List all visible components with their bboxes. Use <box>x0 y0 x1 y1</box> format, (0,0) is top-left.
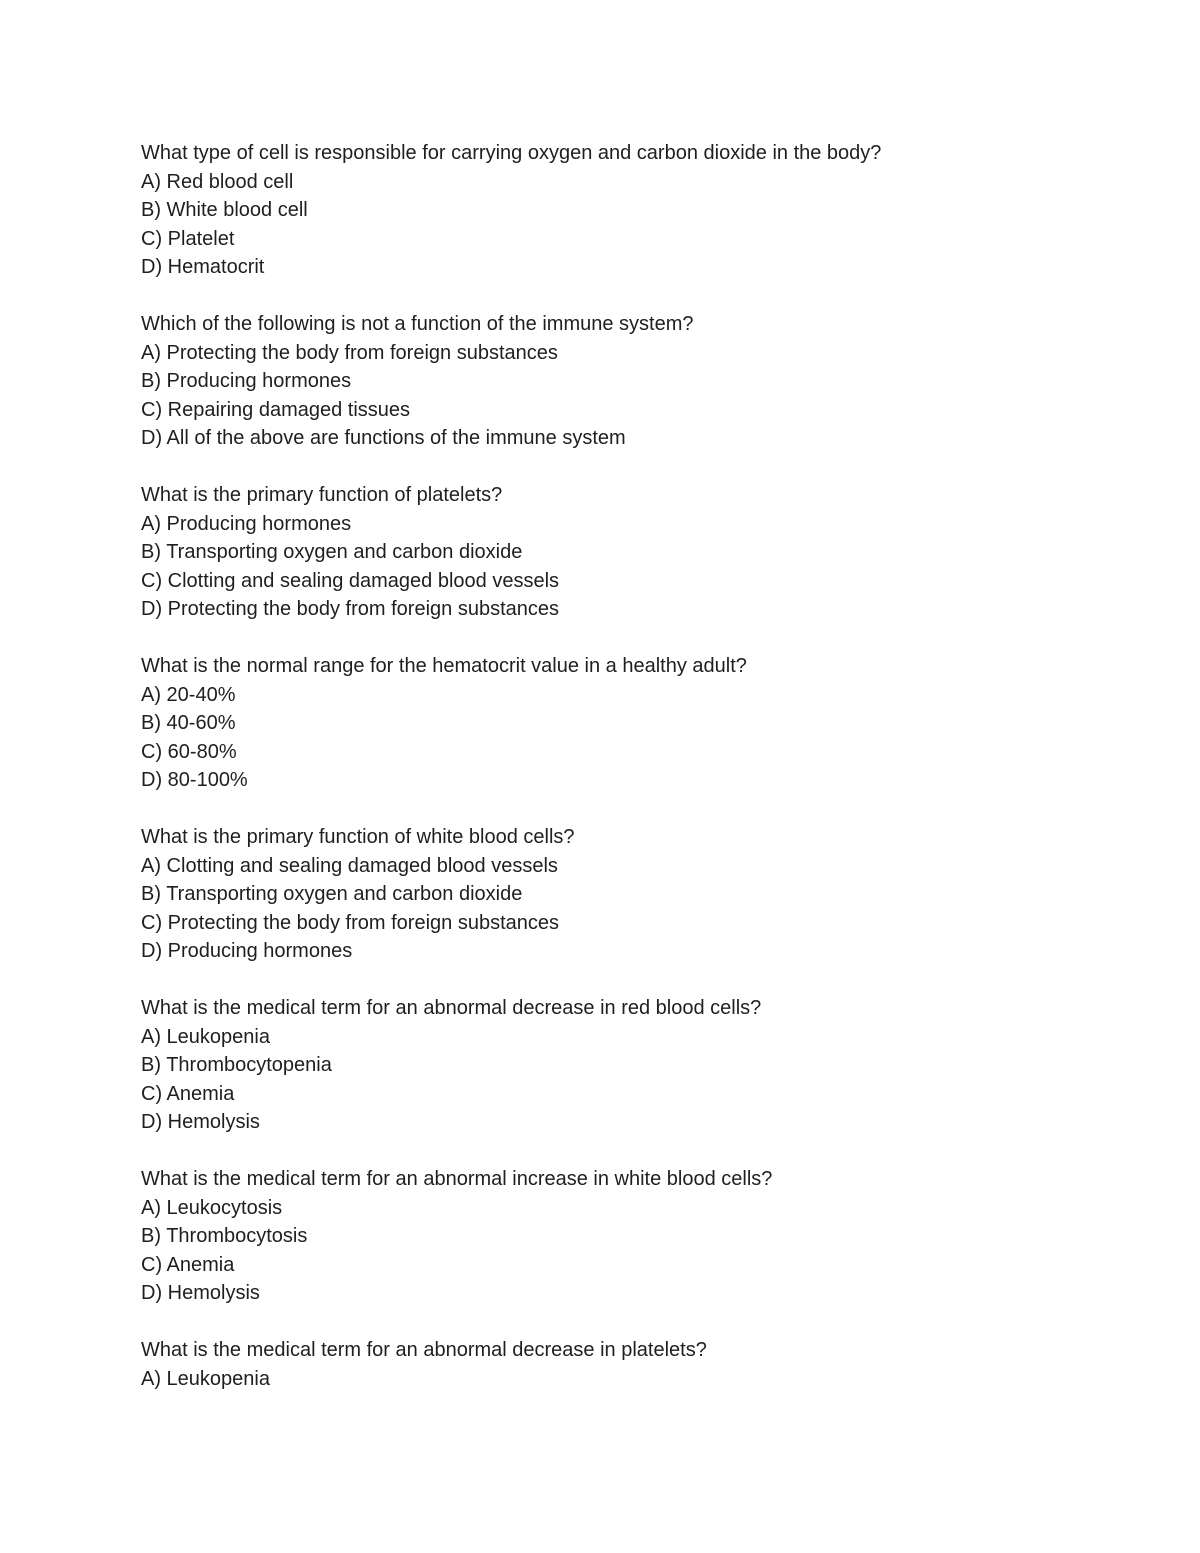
answer-option: B) Transporting oxygen and carbon dioxide <box>141 541 523 563</box>
question-block-7 <box>141 1165 1141 1308</box>
answer-option: A) 20-40% <box>141 683 236 706</box>
answer-option: C) Platelet <box>141 227 235 250</box>
answer-option: B) Thrombocytopenia <box>141 1054 332 1076</box>
answer-option: A) Leukopenia <box>141 1367 270 1390</box>
answer-option: C) Clotting and sealing damaged blood vessels <box>141 569 560 592</box>
question-block-8 <box>141 1336 1141 1393</box>
answer-option: C) 60-80% <box>141 740 237 763</box>
answer-option: D) Producing hormones <box>141 940 353 962</box>
answer-option: B) Thrombocytosis <box>141 1225 308 1247</box>
question-block-1 <box>141 139 1141 282</box>
answer-option: D) All of the above are functions of the immune system <box>141 427 626 449</box>
answer-option: C) Protecting the body from foreign substances <box>141 911 559 934</box>
question-text: What is the medical term for an abnormal decrease in red blood cells? <box>141 997 762 1019</box>
answer-option: D) Protecting the body from foreign substances <box>141 598 559 620</box>
answer-option: D) 80-100% <box>141 769 248 791</box>
answer-option: A) Red blood cell <box>141 170 294 193</box>
answer-option: B) 40-60% <box>141 712 236 734</box>
question-text: What is the primary function of white blood cells? <box>141 826 575 848</box>
question-text: What is the normal range for the hematocrit value in a healthy adult? <box>141 655 747 677</box>
question-text: What is the medical term for an abnormal decrease in platelets? <box>141 1339 707 1361</box>
answer-option: A) Clotting and sealing damaged blood vessels <box>141 854 558 877</box>
answer-option: B) White blood cell <box>141 199 308 221</box>
document-page <box>141 139 1141 1422</box>
question-text: What type of cell is responsible for carrying oxygen and carbon dioxide in the body? <box>141 142 882 164</box>
question-text: What is the primary function of platelets? <box>141 484 503 506</box>
question-text: Which of the following is not a function of the immune system? <box>141 313 694 335</box>
answer-option: B) Producing hormones <box>141 370 352 392</box>
answer-option: C) Anemia <box>141 1253 235 1276</box>
question-block-5 <box>141 823 1141 966</box>
question-block-3 <box>141 481 1141 624</box>
answer-option: D) Hematocrit <box>141 256 265 278</box>
question-block-4 <box>141 652 1141 795</box>
question-block-6 <box>141 994 1141 1137</box>
answer-option: A) Producing hormones <box>141 512 352 535</box>
answer-option: D) Hemolysis <box>141 1111 260 1133</box>
answer-option: C) Anemia <box>141 1082 235 1105</box>
answer-option: A) Protecting the body from foreign substances <box>141 341 558 364</box>
answer-option: B) Transporting oxygen and carbon dioxide <box>141 883 523 905</box>
answer-option: A) Leukocytosis <box>141 1196 283 1219</box>
question-text: What is the medical term for an abnormal increase in white blood cells? <box>141 1168 773 1190</box>
answer-option: A) Leukopenia <box>141 1025 270 1048</box>
question-block-2 <box>141 310 1141 453</box>
answer-option: D) Hemolysis <box>141 1282 260 1304</box>
answer-option: C) Repairing damaged tissues <box>141 398 411 421</box>
